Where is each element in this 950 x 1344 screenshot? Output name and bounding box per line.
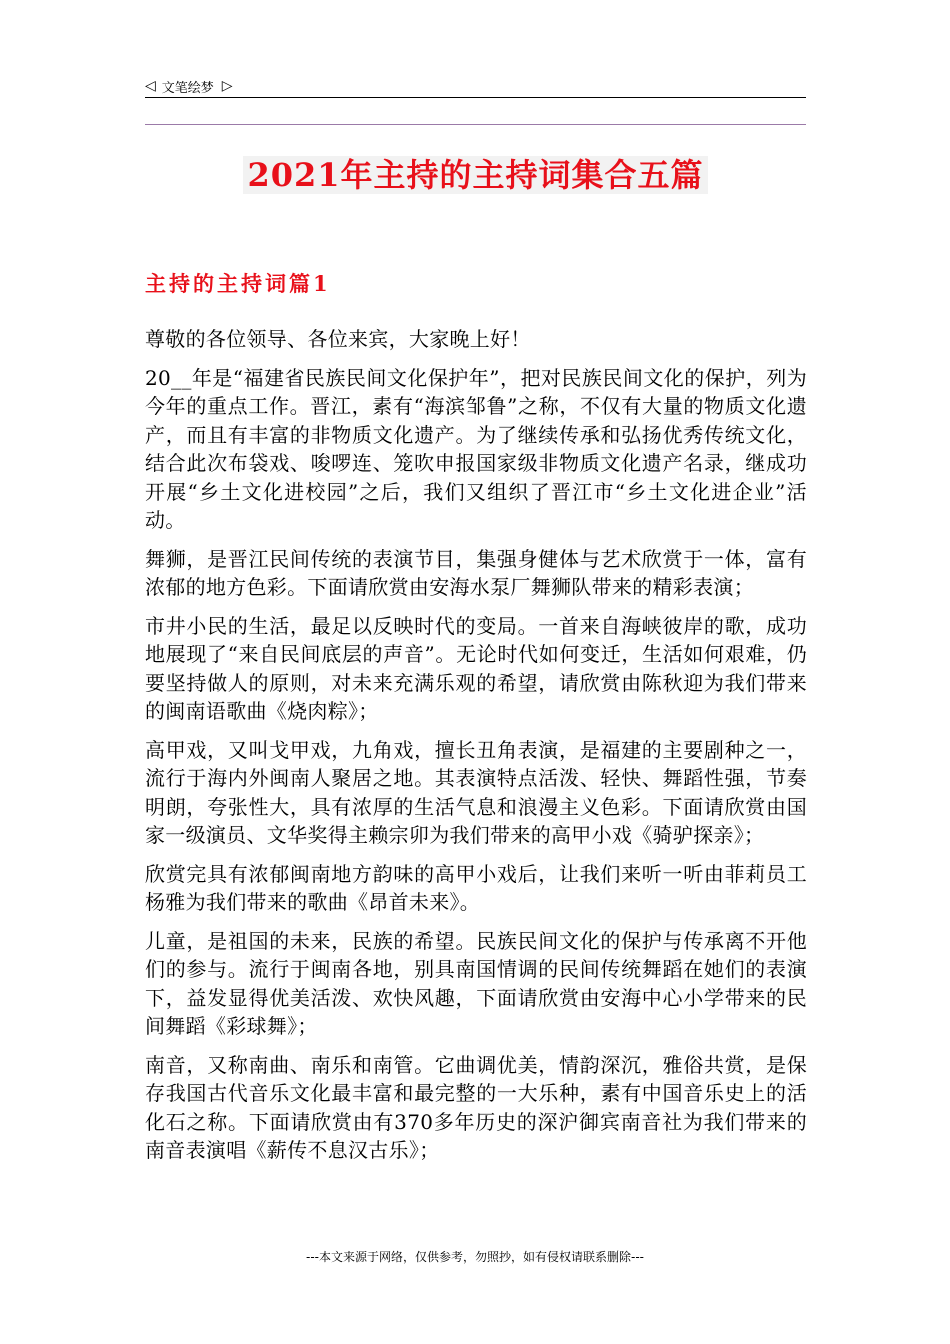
left-triangle-icon: ◁ (145, 78, 156, 94)
paragraph: 欣赏完具有浓郁闽南地方韵味的高甲小戏后，让我们来听一听由菲莉员工杨雅为我们带来的歌曲《昂首未来》。 (145, 861, 807, 914)
paragraph: 儿童，是祖国的未来，民族的希望。民族民间文化的保护与传承离不开他们的参与。流行于闽南各地，别具南国情调的民间传统舞蹈在她们的表演下，益发显得优美活泼、欢快风趣，下面请欣赏由安海中心小学带来的民间舞蹈《彩球舞》； (145, 928, 807, 1038)
header-divider (145, 124, 806, 125)
document-title-text: 2021年主持的主持词集合五篇 (243, 156, 707, 194)
document-body (145, 325, 807, 1175)
paragraph: 市井小民的生活，最足以反映时代的变局。一首来自海峡彼岸的歌，成功地展现了“来自民间底层的声音”。无论时代如何变迁，生活如何艰难，仍要坚持做人的原则，对未来充满乐观的希望，请欣赏由陈秋迎为我们带来的闽南语歌曲《烧肉粽》； (145, 613, 807, 723)
header-brand: 文笔绘梦 (161, 80, 214, 96)
right-triangle-icon: ▷ (221, 78, 233, 94)
document-title (145, 150, 806, 196)
paragraph: 舞狮，是晋江民间传统的表演节目，集强身健体与艺术欣赏于一体，富有浓郁的地方色彩。下面请欣赏由安海水泵厂舞狮队带来的精彩表演； (145, 546, 807, 599)
header-rule (145, 97, 806, 98)
paragraph: 高甲戏，又叫戈甲戏，九角戏，擅长丑角表演，是福建的主要剧种之一，流行于海内外闽南人聚居之地。其表演特点活泼、轻快、舞蹈性强，节奏明朗，夸张性大，具有浓厚的生活气息和浪漫主义色彩。下面请欣赏由国家一级演员、文华奖得主赖宗卯为我们带来的高甲小戏《骑驴探亲》； (145, 737, 807, 847)
paragraph: 南音，又称南曲、南乐和南管。它曲调优美，情韵深沉，雅俗共赏，是保存我国古代音乐文化最丰富和最完整的一大乐种，素有中国音乐史上的活化石之称。下面请欣赏由有370多年历史的深沪御宾南音社为我们带来的南音表演唱《薪传不息汉古乐》； (145, 1052, 807, 1162)
page-header (145, 72, 806, 100)
section-heading: 主持的主持词篇1 (145, 271, 331, 296)
page-footer: ---本文来源于网络，仅供参考，勿照抄，如有侵权请联系删除--- (306, 1250, 644, 1264)
paragraph: 尊敬的各位领导、各位来宾，大家晚上好！ (145, 327, 531, 351)
paragraph: 20__年是“福建省民族民间文化保护年”，把对民族民间文化的保护，列为今年的重点工作。晋江，素有“海滨邹鲁”之称，不仅有大量的物质文化遗产，而且有丰富的非物质文化遗产。为了继续传承和弘扬优秀传统文化，结合此次布袋戏、唆啰连、笼吹申报国家级非物质文化遗产名录，继成功开展“乡土文化进校园”之后，我们又组织了晋江市“乡土文化进企业”活动。 (145, 365, 807, 532)
